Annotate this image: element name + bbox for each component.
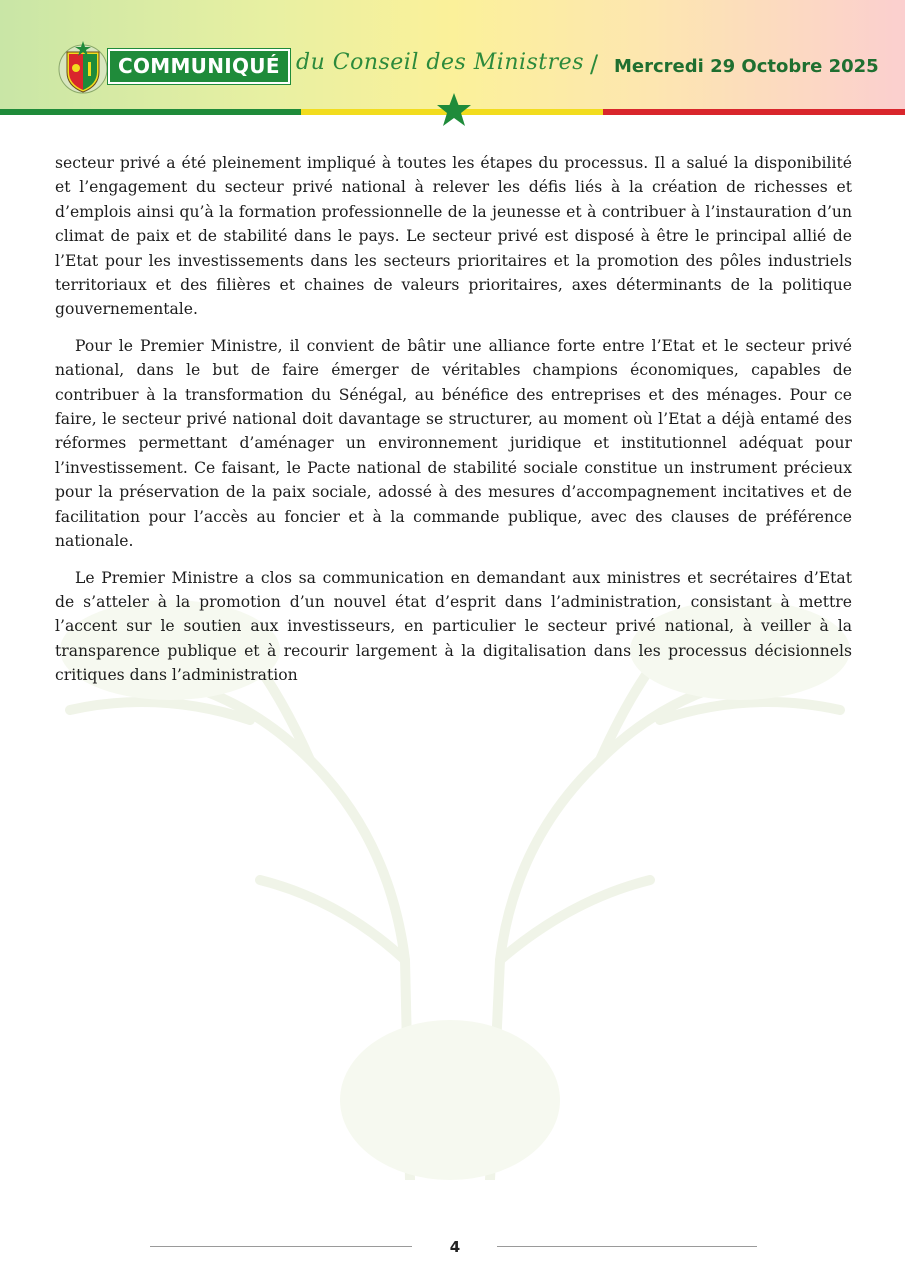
header-subtitle: du Conseil des Ministres [296, 50, 584, 75]
paragraph-2: Pour le Premier Ministre, il convient de bâtir une alliance forte entre l’Etat et le secteur privé national, dans le but de faire émerger de véritables champions économiques, capables de contribuer à la transformation du Sénégal, au bénéfice des entreprises et des ménages. Pour ce faire, le secteur privé national doit davantage se structurer, au moment où l’Etat a déjà entamé des réformes permettant d’aménager un environnement juridique et institutionnel adéquat pour l’investissement. Ce faisant, le Pacte national de stabilité sociale constitue un instrument précieux pour la préservation de la paix sociale, adossé à des mesures d’accompagnement incitatives et de facilitation pour l’accès au foncier et à la commande publique, avec des clauses de préférence nationale. [55, 336, 852, 551]
header-date: Mercredi 29 Octobre 2025 [614, 56, 879, 77]
senegal-coat-of-arms-icon [57, 38, 109, 96]
flag-stripe-green [0, 109, 301, 115]
communique-body [55, 151, 852, 700]
header-separator: / [590, 50, 599, 78]
footer-rule-left [150, 1246, 412, 1247]
page-number: 4 [449, 1238, 461, 1256]
flag-stripe-red [603, 109, 905, 115]
paragraph-3: Le Premier Ministre a clos sa communication en demandant aux ministres et secrétaires d’Etat de s’atteler à la promotion d’un nouvel état d’esprit dans l’administration, consistant à mettre l’accent sur le soutien aux investisseurs, en particulier le secteur privé national, à veiller à la transparence publique et à recourir largement à la digitalisation dans les processus décisionnels critiques dans l’administration [55, 568, 852, 685]
communique-badge: COMMUNIQUÉ [108, 49, 290, 84]
footer-rule-right [497, 1246, 757, 1247]
paragraph-1: secteur privé a été pleinement impliqué à toutes les étapes du processus. Il a salué la disponibilité et l’engagement du secteur privé national à relever les défis liés à la création de richesses et d’emplois ainsi qu’à la formation professionnelle de la jeunesse et à contribuer à l’instauration d’un climat de paix et de stabilité dans le pays. Le secteur privé est disposé à être le principal allié de l’Etat pour les investissements dans les secteurs prioritaires et la promotion des pôles industriels territoriaux et des filières et chaines de valeurs prioritaires, axes déterminants de la politique gouvernementale. [55, 154, 852, 319]
green-star-icon [436, 92, 472, 128]
